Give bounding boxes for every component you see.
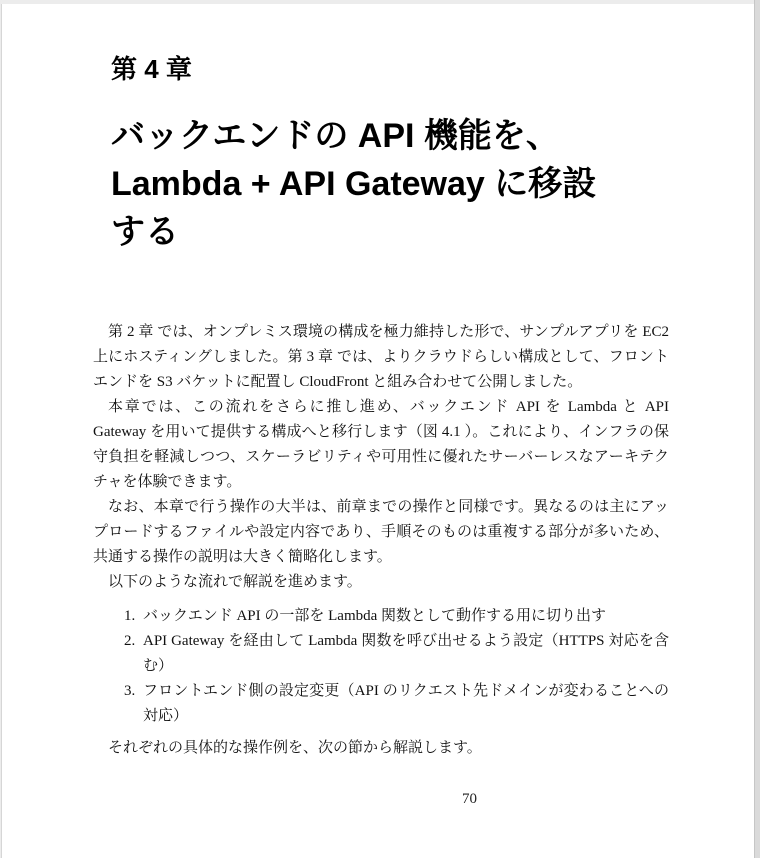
scrollbar-track[interactable] xyxy=(754,0,760,858)
paragraph-list-leadin: 以下のような流れで解説を進めます。 xyxy=(108,574,362,590)
document-page xyxy=(1,4,754,858)
paragraph-overview: 本章では、この流れをさらに推し進め、バックエンド API を Lambda と API Gateway を用いて提供する構成へと移行します（図 4.1 ）。これにより、インフラの保守負担を軽減しつつ、スケーラビリティや可用性に優れたサーバーレスなアーキテクチャを体験できます。 xyxy=(93,399,669,490)
paragraph-intro: 第 2 章 では、オンプレミス環境の構成を極力維持した形で、サンプルアプリを EC2 上にホスティングしました。第 3 章 では、よりクラウドらしい構成として、フロントエンドを S3 バケットに配置し CloudFront と組み合わせて公開しました。 xyxy=(93,324,669,390)
page-number: 70 xyxy=(462,791,477,807)
chapter-title xyxy=(111,112,669,256)
chapter-title-line-3: する xyxy=(111,213,179,251)
list-item: 1. バックエンド API の一部を Lambda 関数として動作する用に切り出す xyxy=(139,604,669,629)
steps-list xyxy=(93,604,669,729)
list-item: 2. API Gateway を経由して Lambda 関数を呼び出せるよう設定（HTTPS 対応を含む） xyxy=(139,629,669,679)
chapter-label: 第 4 章 xyxy=(111,54,192,84)
paragraph-note: なお、本章で行う操作の大半は、前章までの操作と同様です。異なるのは主にアップロードするファイルや設定内容であり、手順そのものは重複する部分が多いため、共通する操作の説明は大きく簡略化します。 xyxy=(93,499,669,565)
chapter-title-line-1: バックエンドの API 機能を、 xyxy=(111,117,560,155)
viewer-top-gap xyxy=(0,0,754,4)
page-content xyxy=(93,4,669,807)
list-item: 3. フロントエンド側の設定変更（API のリクエスト先ドメインが変わることへの対応） xyxy=(139,679,669,729)
paragraph-closing: それぞれの具体的な操作例を、次の節から解説します。 xyxy=(108,740,482,756)
chapter-title-line-2: Lambda + API Gateway に移設 xyxy=(111,165,597,203)
body-text xyxy=(93,320,669,761)
